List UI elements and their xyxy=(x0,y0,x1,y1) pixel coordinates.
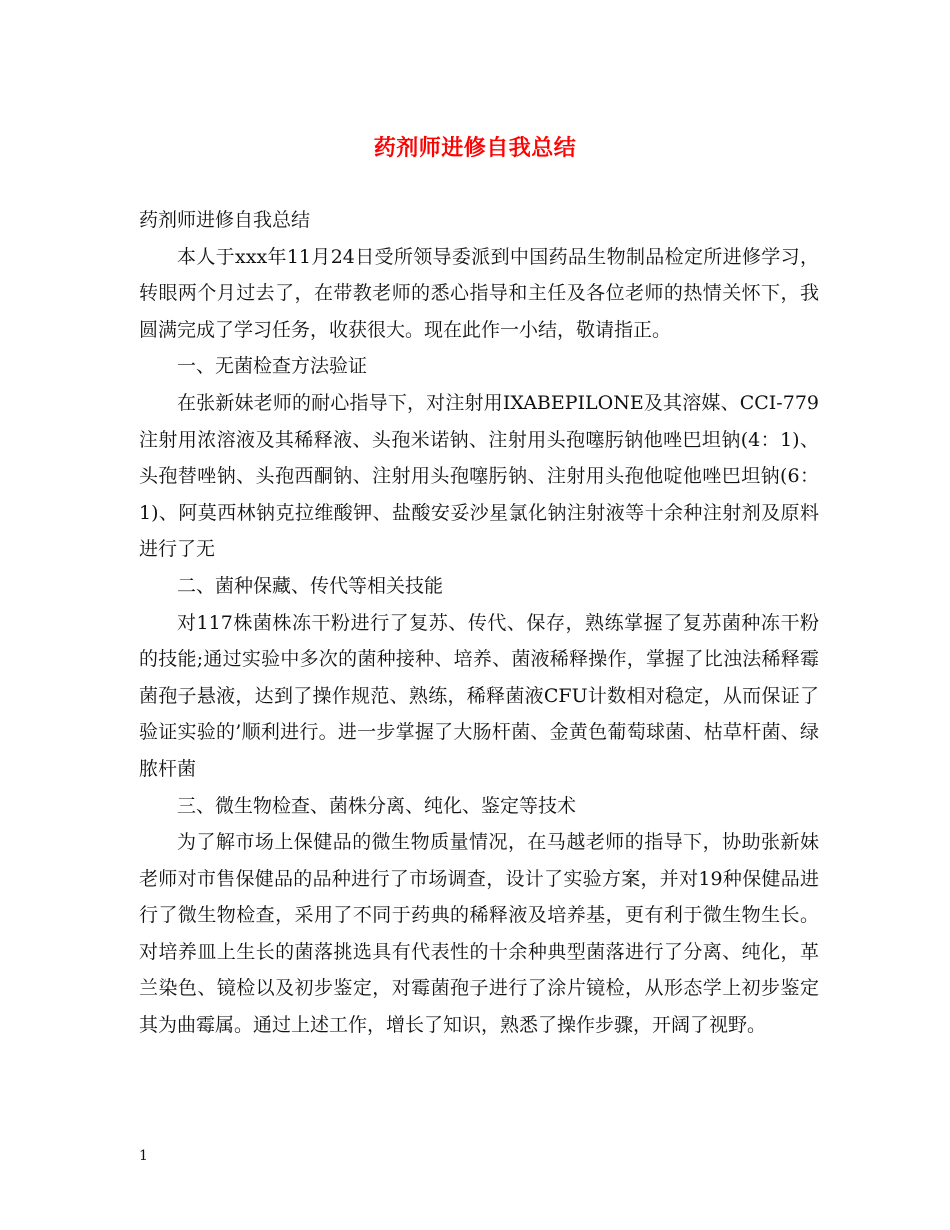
paragraph-section-1: 在张新妹老师的耐心指导下，对注射用IXABEPILONE及其溶媒、CCI-779注射用浓溶液及其稀释液、头孢米诺钠、注射用头孢噻肟钠他唑巴坦钠(4：1)、头孢替唑钠、头孢西酮钠、注射用头孢噻肟钠、注射用头孢他啶他唑巴坦钠(6：1)、阿莫西林钠克拉维酸钾、盐酸安妥沙星氯化钠注射液等十余种注射剂及原料进行了无 xyxy=(139,391,819,561)
paragraph-section-2: 对117株菌株冻干粉进行了复苏、传代、保存，熟练掌握了复苏菌种冻干粉的技能;通过实验中多次的菌种接种、培养、菌液稀释操作，掌握了比浊法稀释霉菌孢子悬液，达到了操作规范、熟练，稀释菌液CFU计数相对稳定，从而保证了验证实验的’顺利进行。进一步掌握了大肠杆菌、金黄色葡萄球菌、枯草杆菌、绿脓杆菌 xyxy=(139,611,819,780)
document-body xyxy=(139,202,819,1044)
document-title: 药剂师进修自我总结 xyxy=(373,135,577,161)
body-heading: 药剂师进修自我总结 xyxy=(139,209,311,231)
paragraph-intro: 本人于xxx年11月24日受所领导委派到中国药品生物制品检定所进修学习，转眼两个月过去了，在带教老师的悉心指导和主任及各位老师的热情关怀下，我圆满完成了学习任务，收获很大。现在此作一小结，敬请指正。 xyxy=(139,245,819,341)
paragraph-section-3: 为了解市场上保健品的微生物质量情况，在马越老师的指导下，协助张新妹老师对市售保健品的品种进行了市场调查，设计了实验方案，并对19种保健品进行了微生物检查，采用了不同于药典的稀释液及培养基，更有利于微生物生长。对培养皿上生长的菌落挑选具有代表性的十余种典型菌落进行了分离、纯化，革兰染色、镜检以及初步鉴定，对霉菌孢子进行了涂片镜检，从形态学上初步鉴定其为曲霉属。通过上述工作，增长了知识，熟悉了操作步骤，开阔了视野。 xyxy=(139,831,819,1037)
section-heading-1: 一、无菌检查方法验证 xyxy=(177,355,368,378)
section-heading-3: 三、微生物检查、菌株分离、纯化、鉴定等技术 xyxy=(177,794,577,817)
section-heading-2: 二、菌种保藏、传代等相关技能 xyxy=(177,574,444,597)
page-number: 1 xyxy=(139,1148,148,1164)
